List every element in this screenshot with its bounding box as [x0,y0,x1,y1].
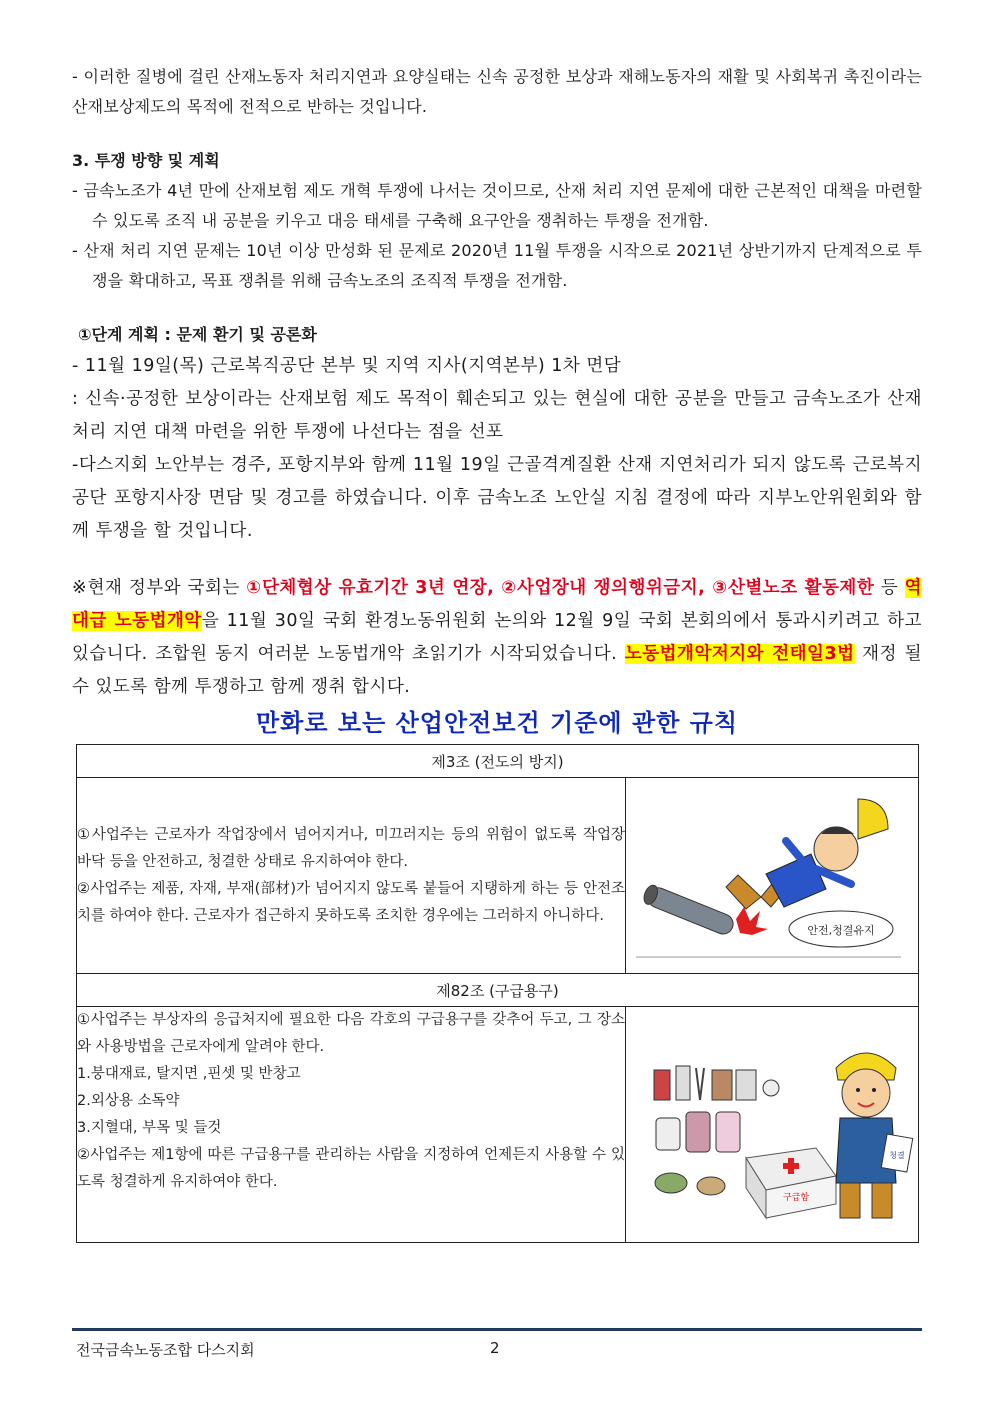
sign-label: 청결 [889,1150,905,1160]
first-aid-kit-illustration [626,1008,916,1238]
article82-line-4: 3.지혈대, 부목 및 들것 [77,1120,222,1136]
notice-prefix: ※현재 정부와 국회는 [72,578,247,598]
rules-table [76,744,919,1243]
section3-item-2: - 산재 처리 지연 문제는 10년 이상 만성화 된 문제로 2020년 11월 투쟁을 시작으로 2021년 상반기까지 단계적으로 투쟁을 확대하고, 목표 쟁취를 위해 금속노조의 조직적 투쟁을 전개함. [72,241,922,290]
notice-red-2: 역대급 노동법개악 [72,578,923,631]
phase1-line-1: - 11월 19일(목) 근로복직공단 본부 및 지역 지사(지역본부) 1차 면담 [72,356,622,376]
notice-paragraph [72,572,922,704]
article3-line-2: ②사업주는 제품, 자재, 부재(部材)가 넘어지지 않도록 붙들어 지탱하게 하는 등 안전조치를 하여야 한다. 근로자가 접근하지 못하도록 조치한 경우에는 그러하지 아니하다. [77,880,625,924]
slipping-worker-illustration [626,779,916,969]
article3-title: 제3조 (전도의 방지) [77,745,919,778]
section3-item-1: - 금속노조가 4년 만에 산재보험 제도 개혁 투쟁에 나서는 것이므로, 산재 처리 지연 문제에 대한 근본적인 대책을 마련할 수 있도록 조직 내 공분을 키우고 대응 태세를 구축해 요구안을 쟁취하는 투쟁을 전개함. [72,181,922,230]
phase1-heading: ①단계 계획 : 문제 환기 및 공론화 [78,325,317,344]
article3-illustration [626,778,919,974]
first-aid-box-label: 구급함 [782,1192,810,1203]
article82-line-5: ②사업주는 제1항에 따른 구급용구를 관리하는 사람을 지정하여 언제든지 사용할 수 있도록 청결하게 유지하여야 한다. [77,1147,625,1190]
page-footer [72,1328,922,1359]
article82-line-3: 2.외상용 소독약 [77,1093,180,1109]
notice-mid-1: 등 [874,578,905,598]
intro-paragraph: - 이러한 질병에 걸린 산재노동자 처리지연과 요양실태는 신속 공정한 보상과 재해노동자의 재활 및 사회복귀 촉진이라는 산재보상제도의 목적에 전적으로 반하는 것입니다. [72,67,922,116]
comic-title: 만화로 보는 산업안전보건 기준에 관한 규칙 [255,709,739,737]
page-number: 2 [490,1339,500,1357]
notice-suffix: 재정 될 수 있도록 함께 투쟁하고 함께 쟁취 합시다. [72,644,923,697]
section3-heading: 3. 투쟁 방향 및 계획 [72,151,220,170]
article82-title: 제82조 (구급용구) [77,974,919,1007]
article3-bubble-text: 안전,청결유지 [807,923,875,937]
notice-red-1: ①단체협상 유효기간 3년 연장, ②사업장내 쟁의행위금지, ③산별노조 활동제한 [246,578,875,598]
article82-line-2: 1.붕대재료, 탈지면 ,핀셋 및 반창고 [77,1066,301,1082]
notice-red-3: 노동법개악저지와 전태일3법 [624,644,855,664]
article3-text [77,778,626,974]
article82-text [77,1007,626,1243]
article82-line-1: ①사업주는 부상자의 응급처지에 필요한 다음 각호의 구급용구를 갖추어 두고, 그 장소와 사용방법을 근로자에게 알려야 한다. [77,1012,625,1055]
article3-line-1: ①사업주는 근로자가 작업장에서 넘어지거나, 미끄러지는 등의 위험이 없도록 작업장 바닥 등을 안전하고, 청결한 상태로 유지하여야 한다. [77,826,625,870]
page-body [72,62,922,1243]
article82-illustration [626,1007,919,1243]
phase1-line-3: -다스지회 노안부는 경주, 포항지부와 함께 11월 19일 근골격계질환 산재 지연처리가 되지 않도록 근로복지공단 포항지사장 면담 및 경고를 하였습니다. 이후 금속노조 노안실 지침 결정에 따라 지부노안위원회와 함께 투쟁을 할 것입니다. [72,455,922,541]
notice-mid-2: 을 11월 30일 국회 환경노동위원회 논의와 12월 9일 국회 본회의에서 통과시키려고 하고 있습니다. 조합원 동지 여러분 노동법개악 초읽기가 시작되었습니다. [72,611,922,664]
phase1-line-2: : 신속·공정한 보상이라는 산재보험 제도 목적이 훼손되고 있는 현실에 대한 공분을 만들고 금속노조가 산재 처리 지연 대책 마련을 위한 투쟁에 나선다는 점을 선포 [72,389,922,442]
footer-organization: 전국금속노동조합 다스지회 [76,1341,255,1359]
